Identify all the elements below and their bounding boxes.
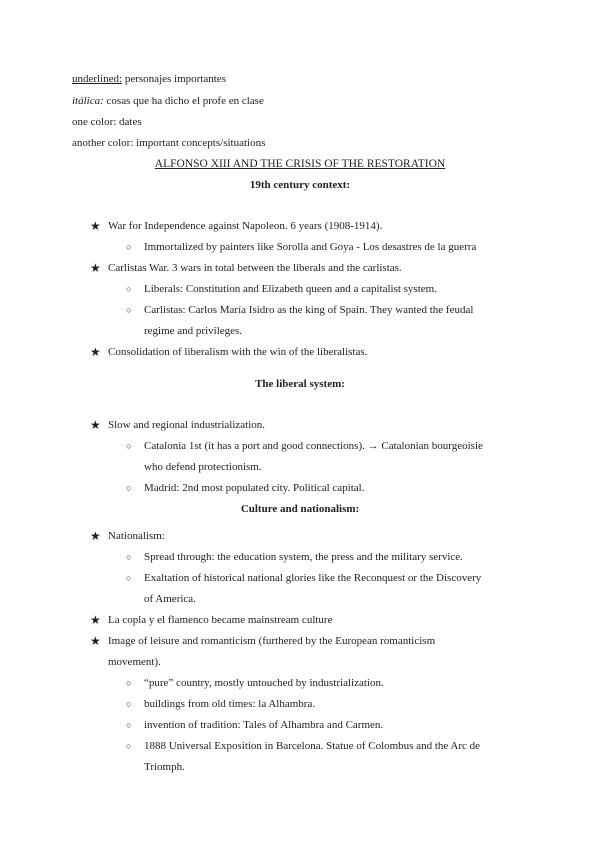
sub-bullet-text: Catalonia 1st (it has a port and good connections). → Catalonian bourgeoisie: [144, 440, 483, 452]
star-bullet-icon: ★: [90, 529, 101, 543]
legend-italic-label: itálica:: [72, 95, 104, 107]
legend-italic-text: cosas que ha dicho el profe en clase: [103, 95, 264, 107]
section-heading-culture: Culture and nationalism:: [240, 503, 360, 515]
sub-bullet-text-cont: regime and privileges.: [144, 325, 243, 337]
section-heading-context: 19th century context:: [249, 179, 351, 191]
circle-bullet-icon: ○: [126, 678, 132, 688]
star-bullet-icon: ★: [90, 261, 101, 275]
circle-bullet-icon: ○: [126, 552, 132, 562]
sub-bullet-text: invention of tradition: Tales of Alhambra and Carmen.: [144, 719, 384, 731]
circle-bullet-icon: ○: [126, 441, 132, 451]
legend-underlined-label: underlined:: [72, 73, 123, 85]
section-heading-liberal-system: The liberal system:: [255, 378, 345, 390]
bullet-text: Slow and regional industrialization.: [108, 419, 266, 431]
sub-bullet-text: Madrid: 2nd most populated city. Political capital.: [144, 482, 365, 494]
sub-bullet-text: buildings from old times: la Alhambra.: [144, 698, 316, 710]
legend-underlined-text: personajes importantes: [122, 73, 226, 85]
bullet-text: La copla y el flamenco became mainstream culture: [108, 614, 333, 626]
sub-bullet-text: “pure” country, mostly untouched by industrialization.: [144, 677, 384, 689]
sub-bullet-text-cont: Triomph.: [144, 761, 185, 773]
sub-bullet-text: Spread through: the education system, the press and the military service.: [144, 551, 463, 563]
bullet-text: Consolidation of liberalism with the win of the liberalistas.: [108, 346, 368, 358]
legend-color-concepts: another color: important concepts/situations: [72, 137, 266, 149]
circle-bullet-icon: ○: [126, 699, 132, 709]
sub-bullet-text: Liberals: Constitution and Elizabeth queen and a capitalist system.: [144, 283, 437, 295]
bullet-text: Carlistas War. 3 wars in total between the liberals and the carlistas.: [108, 262, 402, 274]
circle-bullet-icon: ○: [126, 305, 132, 315]
sub-bullet-text: Carlistas: Carlos María Isidro as the king of Spain. They wanted the feudal: [144, 304, 474, 316]
sub-bullet-text: Exaltation of historical national glories like the Reconquest or the Discovery: [144, 572, 482, 584]
star-bullet-icon: ★: [90, 418, 101, 432]
legend-italic: [72, 94, 264, 108]
page-title: ALFONSO XIII AND THE CRISIS OF THE RESTORATION: [154, 158, 446, 170]
star-bullet-icon: ★: [90, 634, 101, 648]
circle-bullet-icon: ○: [126, 242, 132, 252]
circle-bullet-icon: ○: [126, 573, 132, 583]
bullet-text: Image of leisure and romanticism (furthered by the European romanticism: [108, 635, 436, 647]
star-bullet-icon: ★: [90, 345, 101, 359]
circle-bullet-icon: ○: [126, 284, 132, 294]
sub-bullet-text-cont: who defend protectionism.: [144, 461, 262, 473]
star-bullet-icon: ★: [90, 613, 101, 627]
star-bullet-icon: ★: [90, 219, 101, 233]
circle-bullet-icon: ○: [126, 483, 132, 493]
bullet-text: Nationalism:: [108, 530, 165, 542]
bullet-text-cont: movement).: [108, 656, 161, 668]
sub-bullet-text-cont: of America.: [144, 593, 196, 605]
sub-bullet-text: Immortalized by painters like Sorolla and Goya - Los desastres de la guerra: [144, 241, 477, 253]
bullet-text: War for Independence against Napoleon. 6 years (1908-1914).: [108, 220, 383, 232]
legend-color-dates: one color: dates: [72, 116, 142, 128]
sub-bullet-text: 1888 Universal Exposition in Barcelona. Statue of Colombus and the Arc de: [144, 740, 481, 752]
circle-bullet-icon: ○: [126, 741, 132, 751]
legend-underlined: [72, 72, 226, 86]
circle-bullet-icon: ○: [126, 720, 132, 730]
